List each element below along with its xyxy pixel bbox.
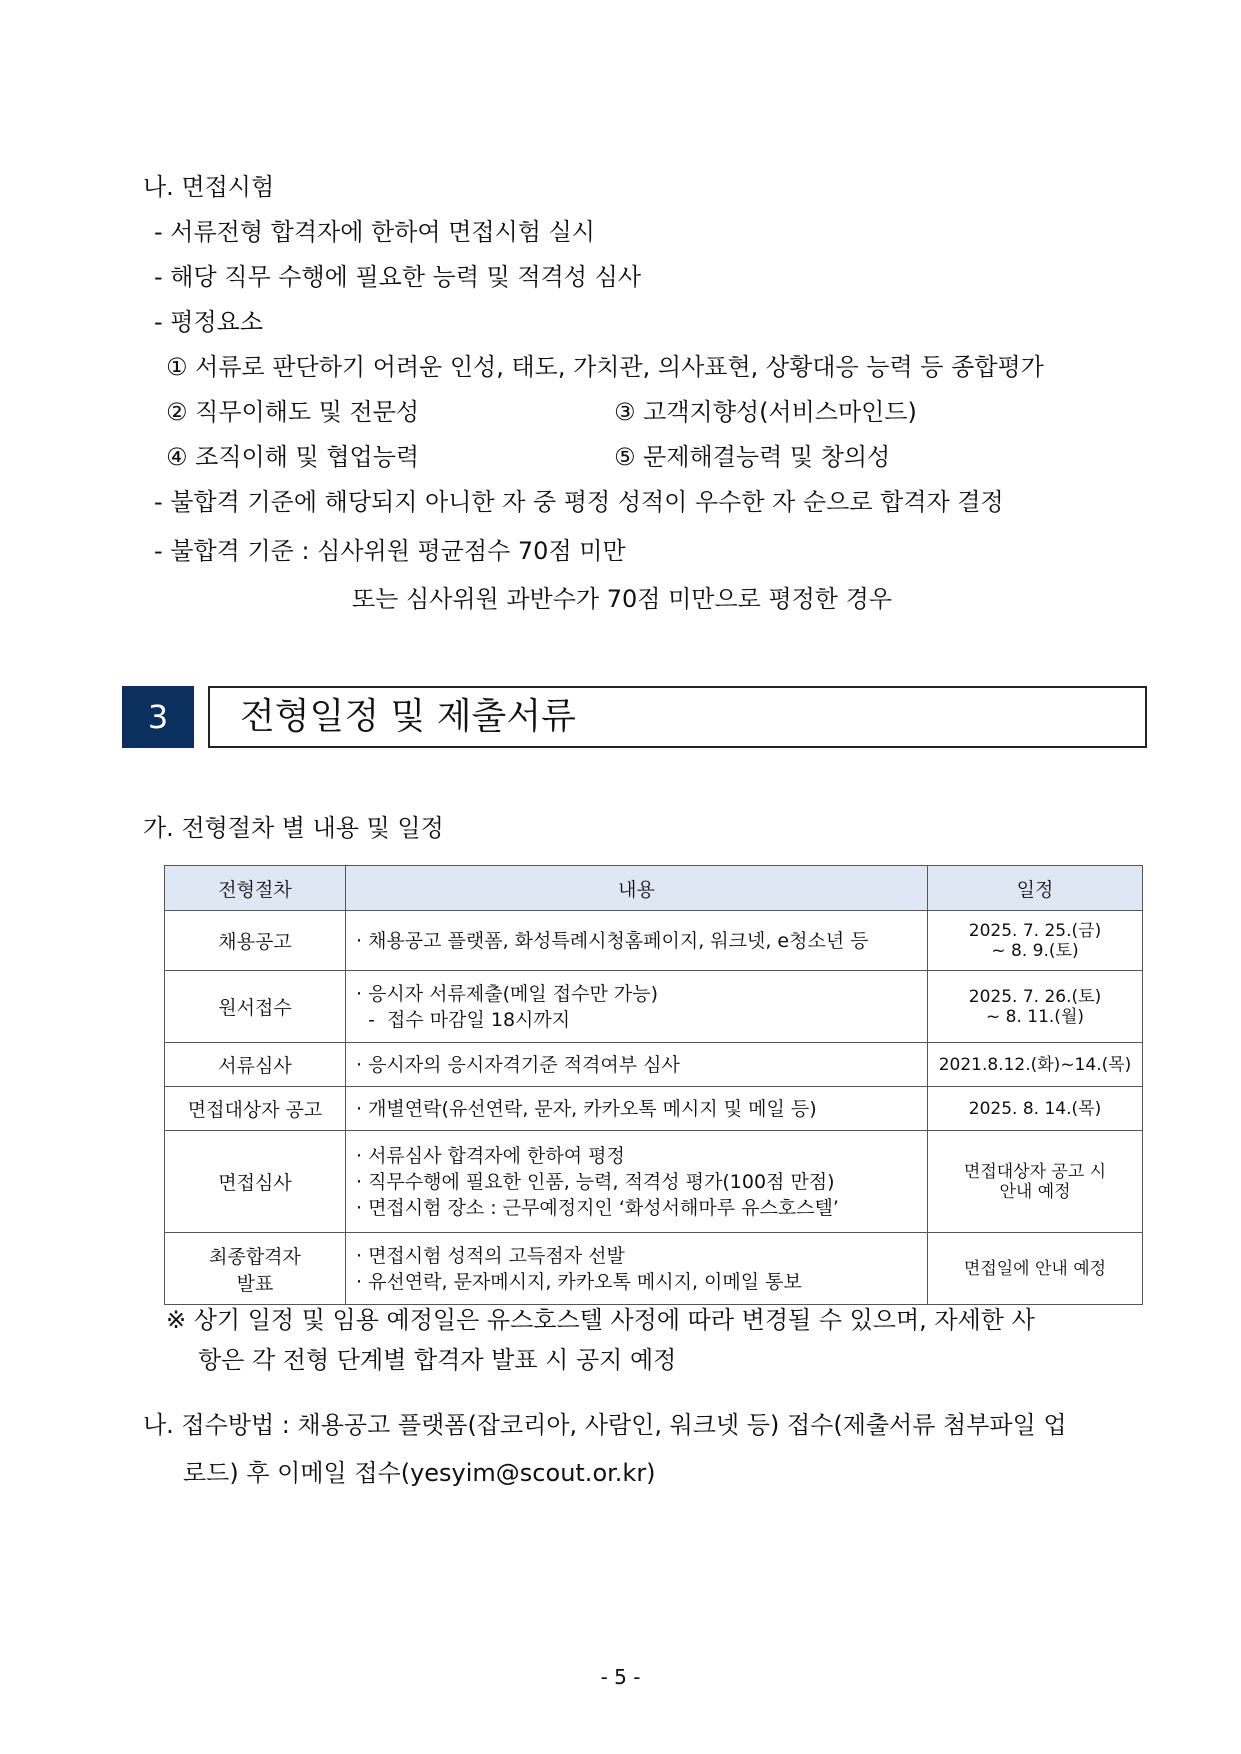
fail-criteria-2: 또는 심사위원 과반수가 70점 미만으로 평정한 경우 [352, 585, 892, 613]
page-number: - 5 - [600, 1665, 641, 1689]
table-header-row [165, 866, 1143, 911]
date-cell: 2025. 7. 26.(토) ~ 8. 11.(월) [928, 971, 1143, 1043]
step-cell: 원서접수 [165, 971, 346, 1043]
step-cell: 최종합격자 발표 [165, 1233, 346, 1305]
schedule-note-2: 항은 각 전형 단계별 합격자 발표 시 공지 예정 [198, 1346, 677, 1374]
factor-1: ① 서류로 판단하기 어려운 인성, 태도, 가치관, 의사표현, 상황대응 능력 등 종합평가 [166, 353, 1044, 381]
section-title: 전형일정 및 제출서류 [240, 696, 576, 737]
step-cell: 서류심사 [165, 1043, 346, 1087]
content-cell: · 응시자 서류제출(메일 접수만 가능) - 접수 마감일 18시까지 [346, 971, 928, 1043]
schedule-table [164, 865, 1143, 1305]
table-row [165, 1233, 1143, 1305]
schedule-note-1: ※ 상기 일정 및 임용 예정일은 유스호스텔 사정에 따라 변경될 수 있으며, 자세한 사 [166, 1306, 1035, 1334]
header-date: 일정 [928, 866, 1143, 911]
table-row [165, 1087, 1143, 1131]
factor-2: ② 직무이해도 및 전문성 [166, 398, 420, 426]
section-number: 3 [122, 686, 194, 748]
interview-item-1: - 서류전형 합격자에 한하여 면접시험 실시 [154, 218, 595, 246]
content-cell: · 응시자의 응시자격기준 적격여부 심사 [346, 1043, 928, 1087]
interview-item-2: - 해당 직무 수행에 필요한 능력 및 적격성 심사 [154, 263, 642, 291]
date-cell: 면접대상자 공고 시 안내 예정 [928, 1131, 1143, 1233]
receipt-method-1: 나. 접수방법 : 채용공고 플랫폼(잡코리아, 사람인, 워크넷 등) 접수(제출서류 첨부파일 업 [143, 1411, 1067, 1439]
section-title-box [208, 686, 1147, 748]
table-row [165, 1131, 1143, 1233]
content-cell: · 개별연락(유선연락, 문자, 카카오톡 메시지 및 메일 등) [346, 1087, 928, 1131]
step-cell: 채용공고 [165, 911, 346, 971]
step-cell: 면접심사 [165, 1131, 346, 1233]
date-cell: 2025. 7. 25.(금) ~ 8. 9.(토) [928, 911, 1143, 971]
interview-heading: 나. 면접시험 [143, 173, 275, 201]
receipt-method-2: 로드) 후 이메일 접수(yesyim@scout.or.kr) [183, 1459, 656, 1487]
content-cell: · 채용공고 플랫폼, 화성특례시청홈페이지, 워크넷, e청소년 등 [346, 911, 928, 971]
date-cell: 2021.8.12.(화)~14.(목) [928, 1043, 1143, 1087]
decision-rule: - 불합격 기준에 해당되지 아니한 자 중 평정 성적이 우수한 자 순으로 합격자 결정 [154, 488, 1004, 516]
content-cell: · 서류심사 합격자에 한하여 평정 · 직무수행에 필요한 인품, 능력, 적격성 평가(100점 만점) · 면접시험 장소 : 근무예정지인 ‘화성서해마루 유스호스텔’ [346, 1131, 928, 1233]
date-cell: 2025. 8. 14.(목) [928, 1087, 1143, 1131]
header-step: 전형절차 [165, 866, 346, 911]
table-row [165, 911, 1143, 971]
step-cell: 면접대상자 공고 [165, 1087, 346, 1131]
factor-4: ④ 조직이해 및 협업능력 [166, 443, 420, 471]
header-content: 내용 [346, 866, 928, 911]
fail-criteria-1: - 불합격 기준 : 심사위원 평균점수 70점 미만 [154, 537, 626, 565]
factor-3: ③ 고객지향성(서비스마인드) [614, 398, 917, 426]
content-cell: · 면접시험 성적의 고득점자 선발 · 유선연락, 문자메시지, 카카오톡 메시지, 이메일 통보 [346, 1233, 928, 1305]
schedule-heading: 가. 전형절차 별 내용 및 일정 [143, 814, 444, 842]
date-cell: 면접일에 안내 예정 [928, 1233, 1143, 1305]
interview-item-3: - 평정요소 [154, 308, 264, 336]
table-row [165, 1043, 1143, 1087]
table-row [165, 971, 1143, 1043]
factor-5: ⑤ 문제해결능력 및 창의성 [614, 443, 891, 471]
